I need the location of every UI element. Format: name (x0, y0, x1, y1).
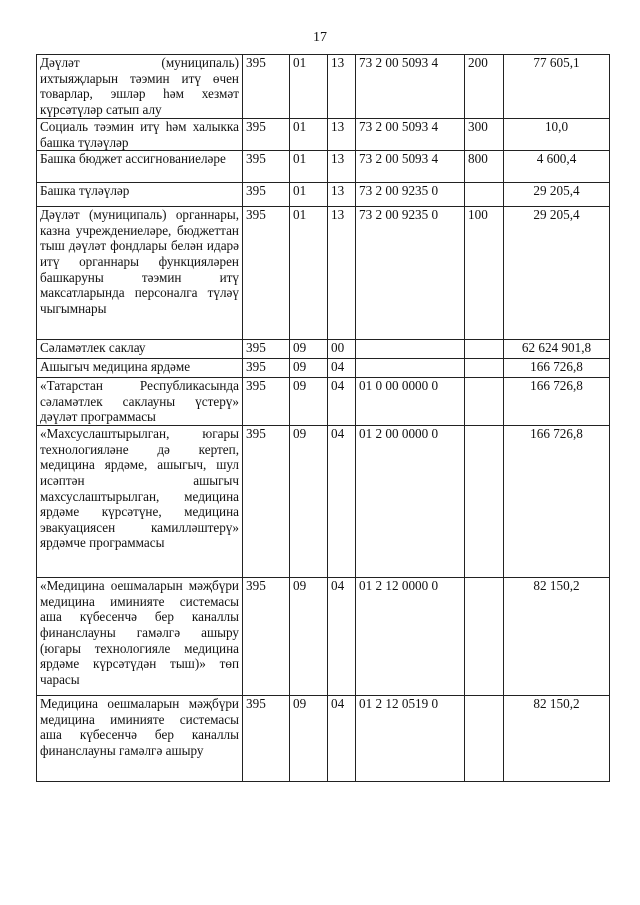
section-code: 09 (290, 426, 328, 578)
table-row (37, 378, 610, 426)
table-row (37, 426, 610, 578)
expense-type-code: 300 (465, 119, 504, 151)
amount: 166 726,8 (504, 426, 610, 578)
table-row (37, 55, 610, 119)
expense-type-code (465, 578, 504, 696)
amount: 166 726,8 (504, 359, 610, 378)
table-row (37, 119, 610, 151)
section-code: 09 (290, 378, 328, 426)
subsection-code: 13 (328, 151, 356, 183)
ministry-code: 395 (243, 426, 290, 578)
section-code: 09 (290, 340, 328, 359)
section-code: 09 (290, 359, 328, 378)
target-article-code: 01 2 12 0519 0 (356, 696, 465, 782)
section-code: 01 (290, 183, 328, 207)
subsection-code: 00 (328, 340, 356, 359)
row-name-cell (37, 578, 243, 696)
amount: 82 150,2 (504, 696, 610, 782)
target-article-code: 73 2 00 5093 4 (356, 55, 465, 119)
expense-type-code: 200 (465, 55, 504, 119)
amount: 10,0 (504, 119, 610, 151)
ministry-code: 395 (243, 378, 290, 426)
amount: 29 205,4 (504, 183, 610, 207)
amount: 29 205,4 (504, 207, 610, 340)
row-name: Башка бюджет ассигнованиеләре (40, 151, 226, 167)
ministry-code: 395 (243, 55, 290, 119)
table-row (37, 340, 610, 359)
target-article-code: 73 2 00 5093 4 (356, 119, 465, 151)
row-name: Медицина оешмаларын мәҗбүри медицина иминияте системасы аша күбесенчә бер каналлы финанслауны гамәлгә ашыру (40, 696, 239, 758)
budget-table-body (37, 55, 610, 782)
expense-type-code (465, 426, 504, 578)
ministry-code: 395 (243, 578, 290, 696)
ministry-code: 395 (243, 119, 290, 151)
table-row (37, 359, 610, 378)
target-article-code (356, 340, 465, 359)
subsection-code: 13 (328, 119, 356, 151)
target-article-code: 73 2 00 9235 0 (356, 207, 465, 340)
ministry-code: 395 (243, 340, 290, 359)
row-name-cell (37, 378, 243, 426)
row-name-cell (37, 340, 243, 359)
table-row (37, 578, 610, 696)
page-number: 17 (313, 30, 327, 45)
row-name-cell (37, 359, 243, 378)
amount: 62 624 901,8 (504, 340, 610, 359)
expense-type-code: 100 (465, 207, 504, 340)
row-name-cell (37, 696, 243, 782)
row-name: Дәүләт (муниципаль) органнары, казна учреждениеләре, бюджеттан тыш дәүләт фондлары белән идарә итү органнары функцияләрен башкаруны тәэмин итү максатларында персоналга түләү чыгымнары (40, 207, 239, 316)
subsection-code: 04 (328, 696, 356, 782)
target-article-code: 01 0 00 0000 0 (356, 378, 465, 426)
row-name-cell (37, 55, 243, 119)
section-code: 01 (290, 207, 328, 340)
expense-type-code: 800 (465, 151, 504, 183)
row-name: «Махсуслаштырылган, югары технологияләне дә кертеп, медицина ярдәме, ашыгыч, шул исәптән ашыгыч махсуслаштырылган, медицина ярдәме күрсәтүне, медицина эвакуациясен камилләштерү» ярдәмче программасы (40, 426, 239, 551)
section-code: 01 (290, 151, 328, 183)
target-article-code: 73 2 00 5093 4 (356, 151, 465, 183)
amount: 166 726,8 (504, 378, 610, 426)
subsection-code: 13 (328, 55, 356, 119)
row-name: Дәүләт (муниципаль) ихтыяҗларын тәэмин итү өчен товарлар, эшләр һәм хезмәт күрсәтүләр сатып алу (40, 55, 239, 117)
target-article-code: 01 2 00 0000 0 (356, 426, 465, 578)
subsection-code: 04 (328, 578, 356, 696)
amount: 77 605,1 (504, 55, 610, 119)
row-name-cell (37, 207, 243, 340)
table-row (37, 183, 610, 207)
amount: 82 150,2 (504, 578, 610, 696)
expense-type-code (465, 696, 504, 782)
subsection-code: 13 (328, 183, 356, 207)
budget-table (36, 54, 610, 782)
subsection-code: 04 (328, 378, 356, 426)
row-name: Ашыгыч медицина ярдәме (40, 359, 191, 375)
subsection-code: 04 (328, 426, 356, 578)
target-article-code (356, 359, 465, 378)
ministry-code: 395 (243, 183, 290, 207)
section-code: 01 (290, 55, 328, 119)
row-name: Социаль тәэмин итү һәм халыкка башка түләүләр (40, 119, 239, 150)
table-row (37, 207, 610, 340)
row-name-cell (37, 426, 243, 578)
subsection-code: 04 (328, 359, 356, 378)
row-name-cell (37, 183, 243, 207)
section-code: 01 (290, 119, 328, 151)
expense-type-code (465, 183, 504, 207)
target-article-code: 01 2 12 0000 0 (356, 578, 465, 696)
section-code: 09 (290, 696, 328, 782)
ministry-code: 395 (243, 359, 290, 378)
expense-type-code (465, 359, 504, 378)
table-row (37, 696, 610, 782)
ministry-code: 395 (243, 207, 290, 340)
row-name: Сәламәтлек саклау (40, 340, 146, 356)
row-name: Башка түләүләр (40, 183, 130, 199)
ministry-code: 395 (243, 696, 290, 782)
ministry-code: 395 (243, 151, 290, 183)
expense-type-code (465, 340, 504, 359)
section-code: 09 (290, 578, 328, 696)
target-article-code: 73 2 00 9235 0 (356, 183, 465, 207)
row-name-cell (37, 151, 243, 183)
expense-type-code (465, 378, 504, 426)
amount: 4 600,4 (504, 151, 610, 183)
table-row (37, 151, 610, 183)
row-name: «Татарстан Республикасында сәламәтлек саклауны үстерү» дәүләт программасы (40, 378, 239, 425)
row-name-cell (37, 119, 243, 151)
row-name: «Медицина оешмаларын мәҗбүри медицина иминияте системасы аша күбесенчә бер каналлы финанслауны гамәлгә ашыру (югары технологияле медицина ярдәме күрсәтүдән тыш)» төп чарасы (40, 578, 239, 687)
subsection-code: 13 (328, 207, 356, 340)
